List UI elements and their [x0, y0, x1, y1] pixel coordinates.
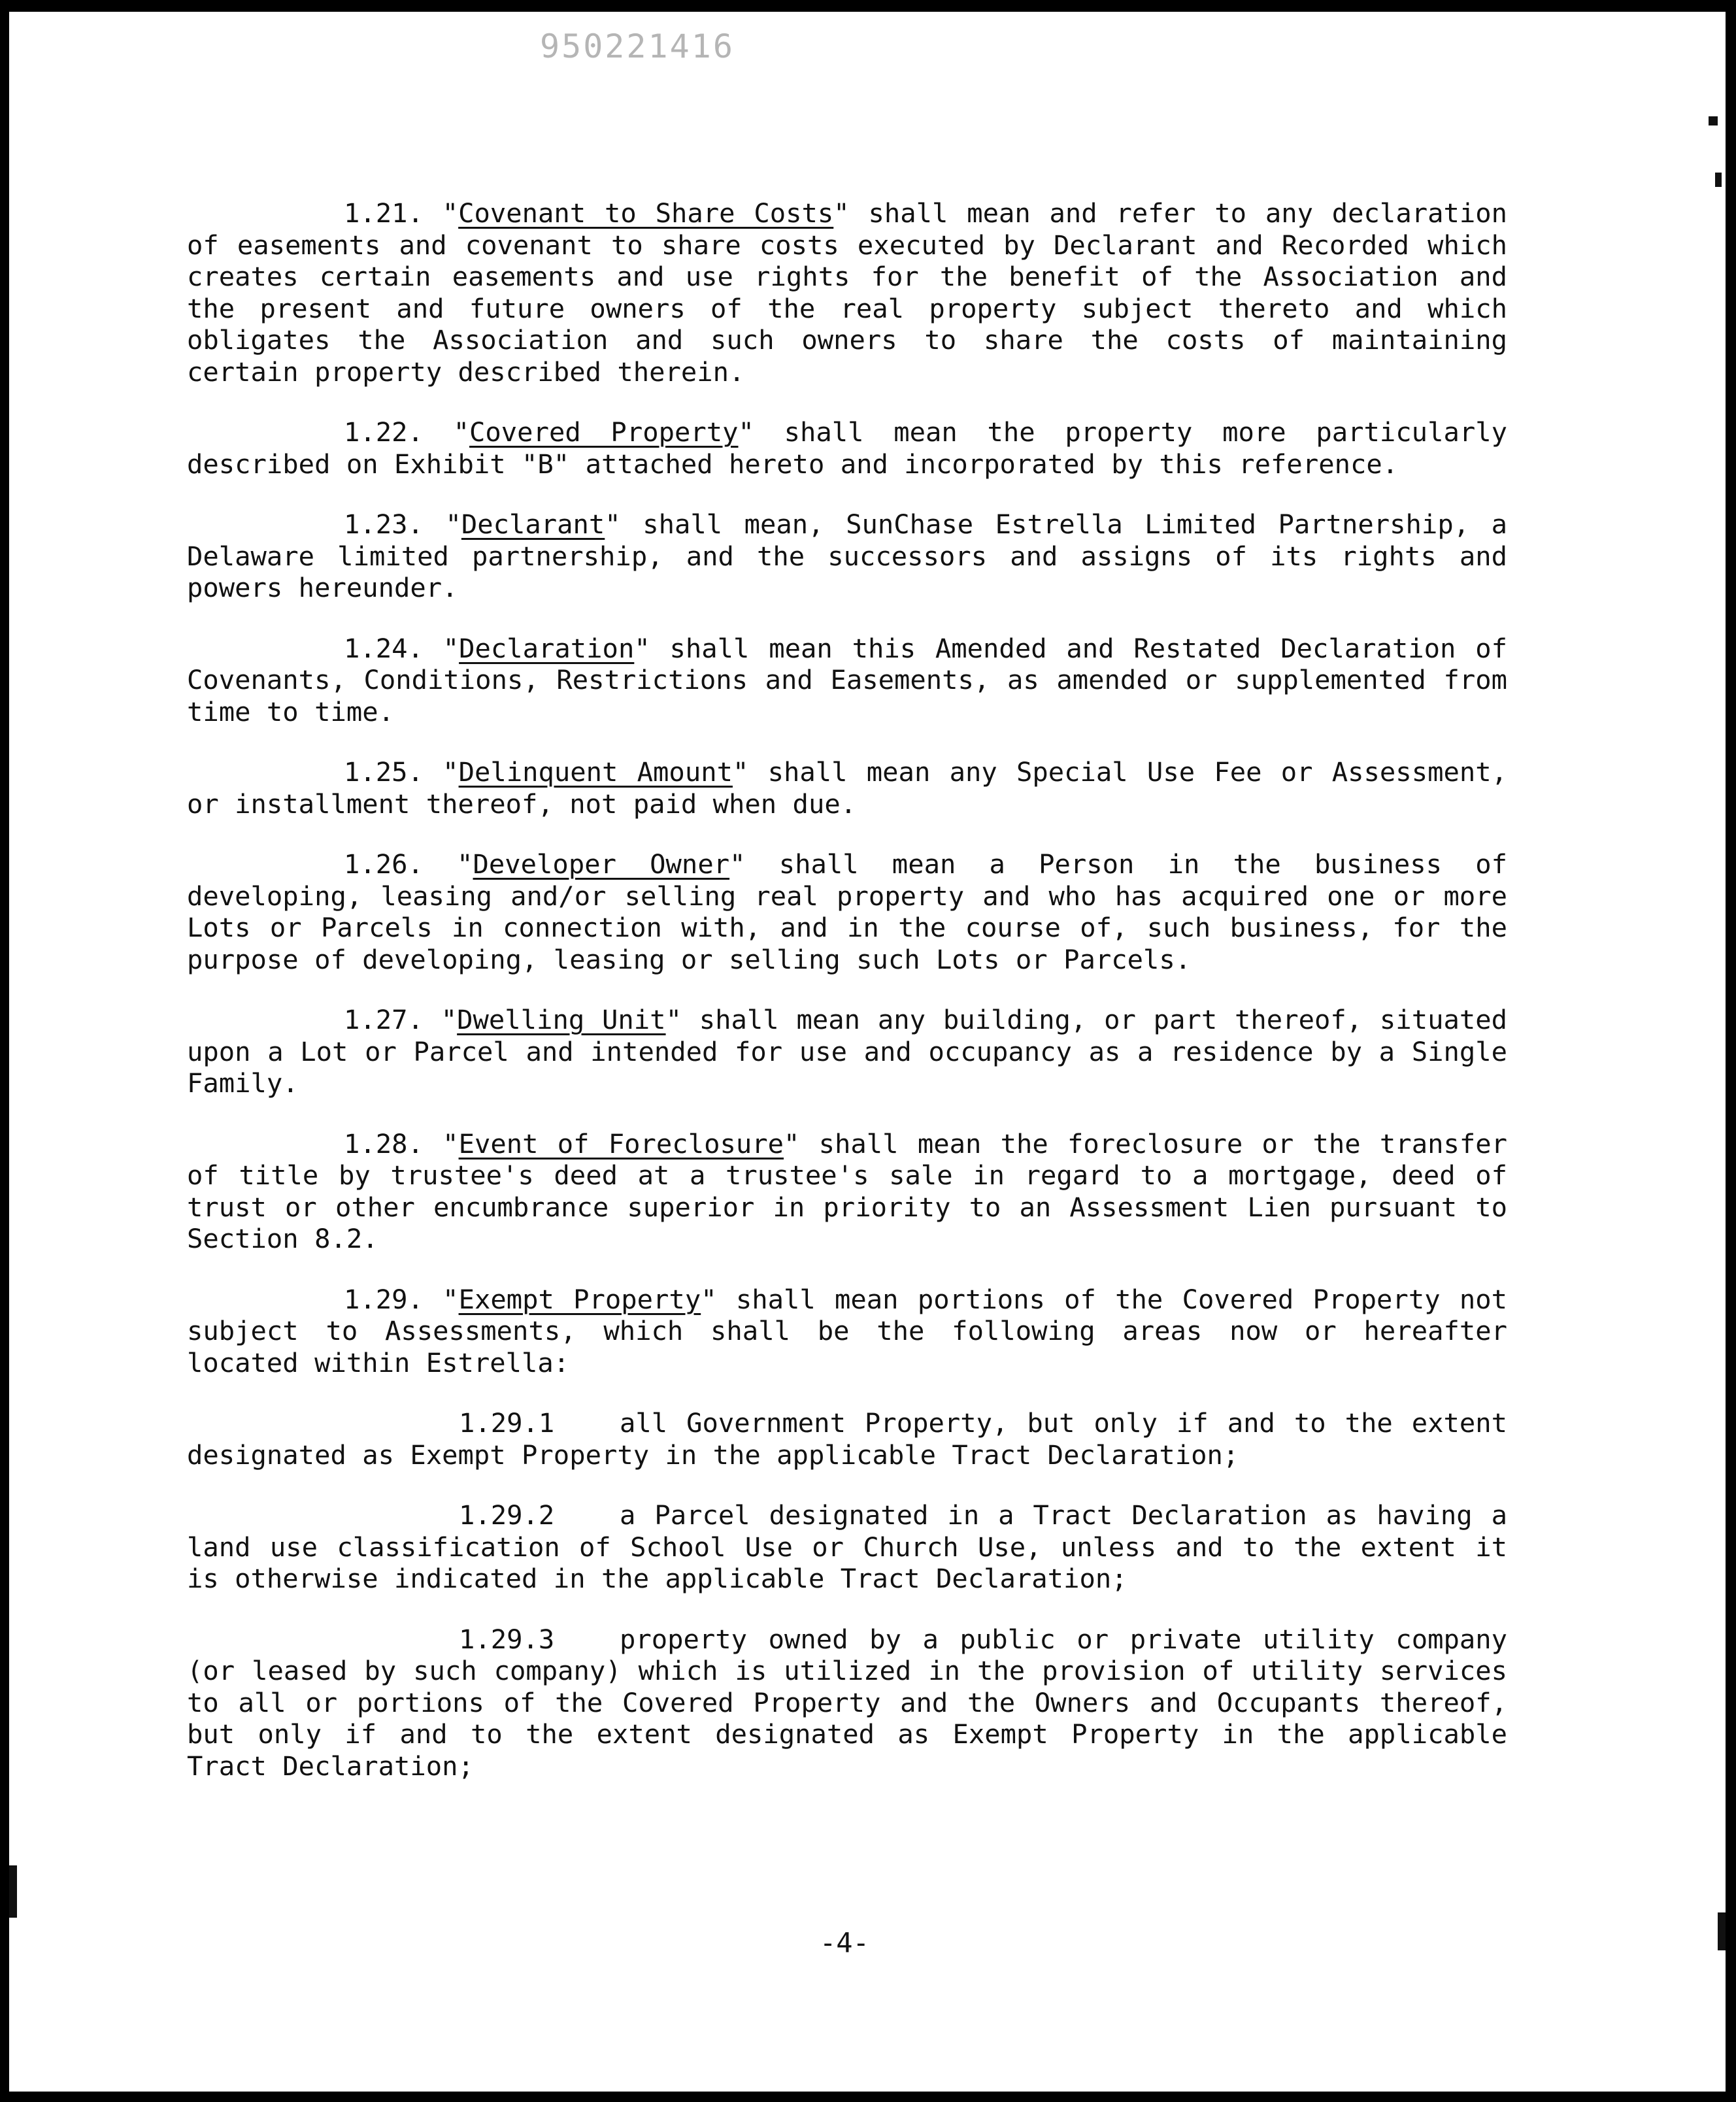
- page-number: -4-: [820, 1927, 869, 1959]
- definition-text: shall mean a Person in the business of developing, leasing and/or selling real property and who has acquired one or more Lots or Parcels in connection with, and in the course of, such business, for the purpose of developing, leasing or selling such Lots or Parcels.: [187, 848, 1507, 975]
- definitions-body: [187, 197, 1507, 1810]
- section-number: 1.22.: [344, 416, 424, 448]
- defined-term: Delinquent Amount: [458, 756, 733, 788]
- defined-term: Covenant to Share Costs: [458, 197, 834, 229]
- subsection-number: 1.29.1: [459, 1407, 555, 1439]
- scan-speck: [1709, 116, 1718, 125]
- definition-1-25: 1.25. "Delinquent Amount" shall mean any Special Use Fee or Assessment, or installment thereof, not paid when due.: [187, 756, 1507, 820]
- scan-speck: [1715, 173, 1722, 187]
- definition-1-28: 1.28. "Event of Foreclosure" shall mean the foreclosure or the transfer of title by trustee's deed at a trustee's sale in regard to a mortgage, deed of trust or other encumbrance superior in priority to an Assessment Lien pursuant to Section 8.2.: [187, 1127, 1507, 1254]
- subsection-1-29-3: [187, 1624, 1507, 1782]
- section-number: 1.28.: [344, 1127, 424, 1159]
- section-number: 1.24.: [344, 632, 424, 664]
- subsection-1-29-1: [187, 1407, 1507, 1471]
- definition-1-22: 1.22. "Covered Property" shall mean the property more particularly described on Exhibit "B" attached hereto and incorporated by this reference.: [187, 416, 1507, 480]
- section-number: 1.25.: [344, 756, 424, 788]
- defined-term: Covered Property: [469, 416, 739, 448]
- defined-term: Event of Foreclosure: [458, 1127, 784, 1159]
- defined-term: Developer Owner: [473, 848, 730, 880]
- definition-text: shall mean this Amended and Restated Declaration of Covenants, Conditions, Restrictions and Easements, as amended or supplemented from time to time.: [187, 632, 1507, 727]
- defined-term: Exempt Property: [458, 1283, 701, 1315]
- section-number: 1.26.: [344, 848, 424, 880]
- definition-1-24: 1.24. "Declaration" shall mean this Amended and Restated Declaration of Covenants, Conditions, Restrictions and Easements, as amended or supplemented from time to time.: [187, 632, 1507, 727]
- scan-speck: [1718, 1912, 1726, 1950]
- definition-text: shall mean any Special Use Fee or Assessment, or installment thereof, not paid when due.: [187, 756, 1507, 820]
- section-number: 1.21.: [344, 197, 424, 229]
- definition-text: shall mean and refer to any declaration of easements and covenant to share costs executed by Declarant and Recorded which creates certain easements and use rights for the benefit of the Association and the present and future owners of the real property subject thereto and which obligates the Association and such owners to share the costs of maintaining certain property described therein.: [187, 197, 1507, 388]
- definition-text: shall mean any building, or part thereof, situated upon a Lot or Parcel and intended for use and occupancy as a residence by a Single Family.: [187, 1004, 1507, 1099]
- document-stamp-number: 950221416: [540, 27, 735, 65]
- definition-1-23: 1.23. "Declarant" shall mean, SunChase Estrella Limited Partnership, a Delaware limited partnership, and the successors and assigns of its rights and powers hereunder.: [187, 509, 1507, 603]
- document-page: [9, 12, 1726, 2092]
- subsection-number: 1.29.3: [459, 1623, 555, 1655]
- definition-text: shall mean the property more particularly described on Exhibit "B" attached hereto and incorporated by this reference.: [187, 416, 1507, 480]
- definition-text: shall mean, SunChase Estrella Limited Partnership, a Delaware limited partnership, and the successors and assigns of its rights and powers hereunder.: [187, 509, 1507, 603]
- section-number: 1.29.: [344, 1283, 424, 1315]
- subsection-1-29-2: [187, 1499, 1507, 1595]
- defined-term: Declarant: [461, 509, 605, 540]
- definition-1-26: 1.26. "Developer Owner" shall mean a Person in the business of developing, leasing and/or selling real property and who has acquired one or more Lots or Parcels in connection with, and in the course of, such business, for the purpose of developing, leasing or selling such Lots or Parcels.: [187, 848, 1507, 975]
- section-number: 1.23.: [344, 509, 424, 540]
- definition-text: shall mean the foreclosure or the transfer of title by trustee's deed at a trustee's sale in regard to a mortgage, deed of trust or other encumbrance superior in priority to an Assessment Lien pursuant to Section 8.2.: [187, 1127, 1507, 1254]
- subsection-text: property owned by a public or private utility company (or leased by such company) which is utilized in the provision of utility services to all or portions of the Covered Property and the Owners and Occupants thereof, but only if and to the extent designated as Exempt Property in the applicable Tract Declaration;: [187, 1623, 1507, 1782]
- scan-speck: [9, 1865, 17, 1918]
- definition-text: shall mean portions of the Covered Property not subject to Assessments, which shall be the following areas now or hereafter located within Estrella:: [187, 1283, 1507, 1378]
- section-number: 1.27.: [344, 1004, 424, 1035]
- defined-term: Declaration: [459, 632, 635, 664]
- subsection-number: 1.29.2: [459, 1499, 555, 1531]
- definition-1-21: 1.21. "Covenant to Share Costs" shall mean and refer to any declaration of easements and covenant to share costs executed by Declarant and Recorded which creates certain easements and use rights for the benefit of the Association and the present and future owners of the real property subject thereto and which obligates the Association and such owners to share the costs of maintaining certain property described therein.: [187, 197, 1507, 388]
- subsection-text: a Parcel designated in a Tract Declaration as having a land use classification of School Use or Church Use, unless and to the extent it is otherwise indicated in the applicable Tract Declaration;: [187, 1499, 1507, 1594]
- subsection-text: all Government Property, but only if and to the extent designated as Exempt Property in the applicable Tract Declaration;: [187, 1407, 1507, 1471]
- definition-1-27: 1.27. "Dwelling Unit" shall mean any building, or part thereof, situated upon a Lot or Parcel and intended for use and occupancy as a residence by a Single Family.: [187, 1004, 1507, 1099]
- defined-term: Dwelling Unit: [457, 1004, 666, 1035]
- definition-1-29: 1.29. "Exempt Property" shall mean portions of the Covered Property not subject to Assessments, which shall be the following areas now or hereafter located within Estrella:: [187, 1283, 1507, 1378]
